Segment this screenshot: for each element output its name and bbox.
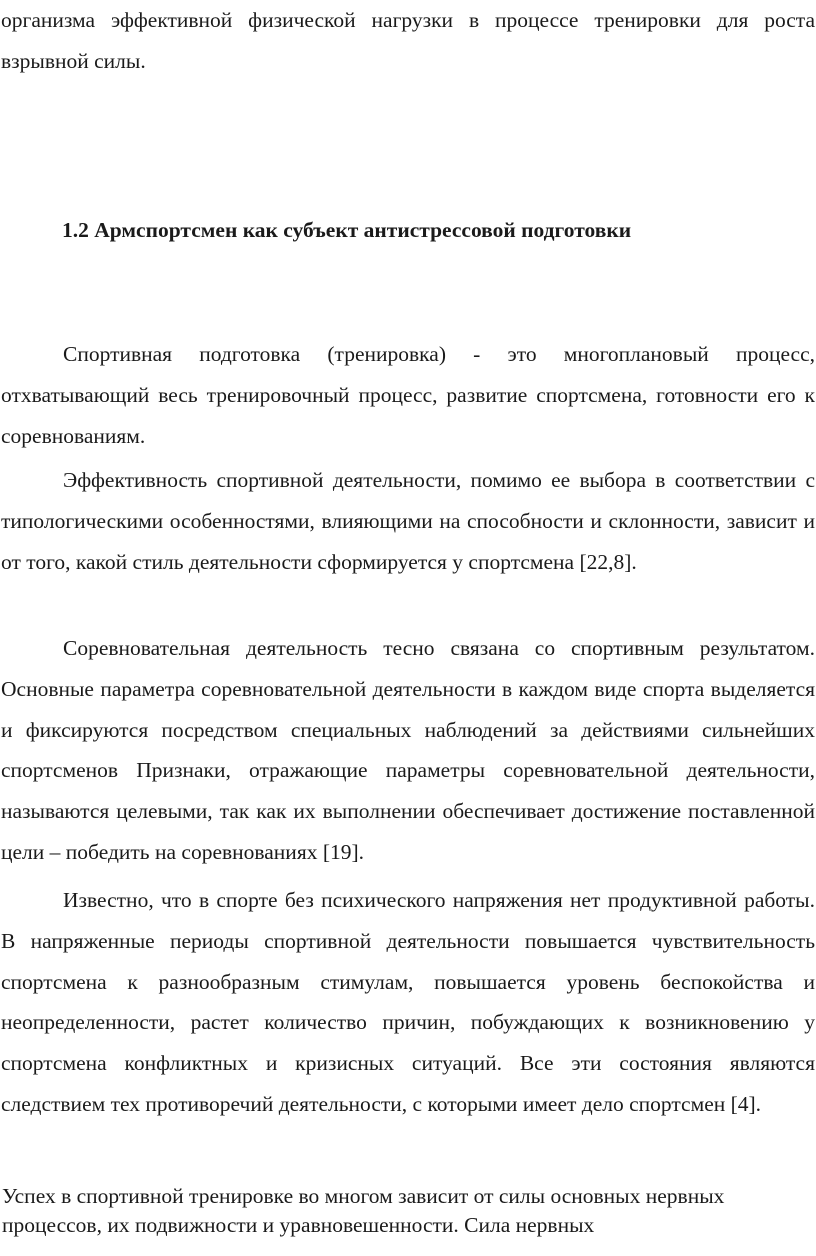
paragraph-training: Спортивная подготовка (тренировка) - это многоплановый процесс, отхватывающий весь тренировочный процесс, развитие спортсмена, готовности его к соревнованиям. xyxy=(1,342,815,448)
section-heading: 1.2 Армспортсмен как субъект антистрессовой подготовки xyxy=(62,218,632,242)
paragraph-stress: Известно, что в спорте без психического напряжения нет продуктивной работы. В напряженные периоды спортивной деятельности повышается чувствительность спортсмена к разнообразным стимулам, повышается уровень беспокойства и неопределенности, растет количество причин, побуждающих к возникновению у спортсмена конфликтных и кризисных ситуаций. Все эти состояния являются следствием тех противоречий деятельности, с которыми имеет дело спортсмен [4]. xyxy=(1,888,815,1116)
paragraph-competition: Соревновательная деятельность тесно связана со спортивным результатом. Основные параметра соревновательной деятельности в каждом виде спорта выделяется и фиксируются посредством специальных наблюдений за действиями сильнейших спортсменов Признаки, отражающие параметры соревновательной деятельности, называются целевыми, так как их выполнении обеспечивает достижение поставленной цели – победить на соревнованиях [19]. xyxy=(1,636,815,864)
bottom-fragment-paragraph: Успех в спортивной тренировке во многом зависит от силы основных нервных процессов, их подвижности и уравновешенности. Сила нервных xyxy=(2,1184,725,1237)
paragraph-effectiveness: Эффективность спортивной деятельности, помимо ее выбора в соответствии с типологическими особенностями, влияющими на способности и склонности, зависит и от того, какой стиль деятельности сформируется у спортсмена [22,8]. xyxy=(1,468,815,574)
top-fragment-paragraph: организма эффективной физической нагрузки в процессе тренировки для роста взрывной силы. xyxy=(1,8,815,73)
